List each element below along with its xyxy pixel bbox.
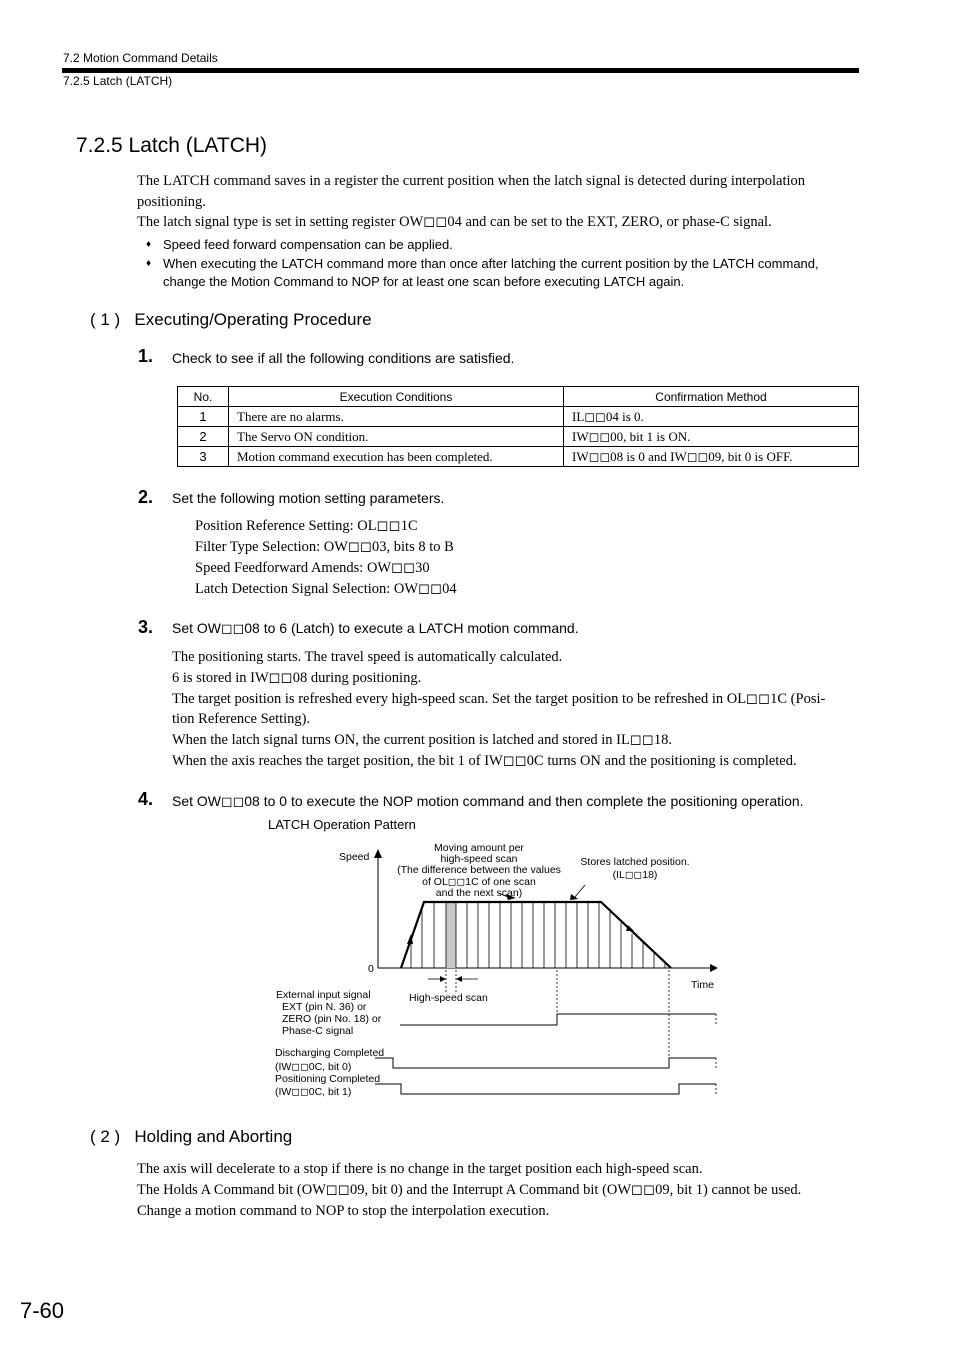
- diagram-title: LATCH Operation Pattern: [268, 817, 416, 832]
- step-3-desc-line: When the latch signal turns ON, the current position is latched and stored in IL◻◻18.: [172, 732, 673, 748]
- time-axis-arrow-icon: [710, 964, 718, 972]
- table-cell: 3: [178, 447, 229, 467]
- ext-label-line: Phase-C signal: [282, 1025, 354, 1037]
- step-3-desc-line: The target position is refreshed every high-speed scan. Set the target position to be refreshed in OL◻◻1C (Posi-: [172, 691, 826, 707]
- discharging-label-line: (IW◻◻0C, bit 0): [275, 1061, 352, 1073]
- table-cell: 1: [178, 407, 229, 427]
- table-header: Execution Conditions: [229, 387, 564, 407]
- step-2-number: 2.: [138, 487, 154, 507]
- running-header-subsection: 7.2.5 Latch (LATCH): [63, 74, 173, 88]
- table-cell: IL◻◻04 is 0.: [564, 407, 859, 427]
- zero-label: 0: [368, 963, 374, 975]
- table-cell: Motion command execution has been completed.: [229, 447, 564, 467]
- bullet-text: Speed feed forward compensation can be applied.: [163, 237, 453, 252]
- running-header-section: 7.2 Motion Command Details: [63, 51, 218, 65]
- speed-profile: [401, 902, 671, 968]
- time-label: Time: [691, 979, 714, 991]
- positioning-label-line: Positioning Completed: [275, 1073, 381, 1085]
- moving-label-line: (The difference between the values: [397, 864, 561, 876]
- param-line: Speed Feedforward Amends: OW◻◻30: [195, 560, 430, 576]
- param-line: Filter Type Selection: OW◻◻03, bits 8 to B: [195, 539, 454, 555]
- step-3-desc-line: tion Reference Setting).: [172, 711, 311, 727]
- highlighted-scan-bar: [446, 902, 456, 968]
- intro-line-2: positioning.: [137, 194, 206, 210]
- step-3-desc-line: 6 is stored in IW◻◻08 during positioning.: [172, 670, 422, 686]
- section-2-line: The axis will decelerate to a stop if there is no change in the target position each high-speed scan.: [137, 1161, 703, 1177]
- bullet-continuation: change the Motion Command to NOP for at least one scan before executing LATCH again.: [163, 274, 685, 289]
- table-header: No.: [178, 387, 229, 407]
- step-1-text: Check to see if all the following conditions are satisfied.: [172, 350, 515, 366]
- discharging-label-line: Discharging Completed: [275, 1047, 385, 1059]
- ext-label-line: EXT (pin N. 36) or: [282, 1001, 367, 1013]
- table-cell: There are no alarms.: [229, 407, 564, 427]
- section-2-line: The Holds A Command bit (OW◻◻09, bit 0) and the Interrupt A Command bit (OW◻◻09, bit 1) cannot be used.: [137, 1182, 802, 1198]
- positioning-label-line: (IW◻◻0C, bit 1): [275, 1086, 352, 1098]
- moving-label-line: and the next scan): [435, 887, 523, 899]
- speed-label: Speed: [339, 851, 370, 863]
- moving-label-line: Moving amount per: [434, 842, 524, 854]
- step-3-text: Set OW◻◻08 to 6 (Latch) to execute a LATCH motion command.: [172, 620, 579, 636]
- moving-label-line: of OL◻◻1C of one scan: [422, 876, 536, 888]
- scan-arrow-left-icon: [440, 976, 446, 982]
- section-2-heading: [90, 1127, 292, 1147]
- section-1-label: ( 1 ): [90, 310, 121, 329]
- latch-leader: [575, 885, 585, 897]
- bullet-icon: ♦: [146, 258, 152, 269]
- positioning-waveform: [375, 1084, 716, 1094]
- bullet-icon: ♦: [146, 239, 152, 250]
- section-1-title: Executing/Operating Procedure: [134, 310, 372, 329]
- bullet-text: When executing the LATCH command more than once after latching the current position by the LATCH command,: [163, 256, 819, 271]
- table-cell: IW◻◻00, bit 1 is ON.: [564, 427, 859, 447]
- page-number: 7-60: [20, 1298, 65, 1323]
- stores-label-line: Stores latched position.: [580, 856, 690, 868]
- high-speed-scan-label: High-speed scan: [409, 992, 488, 1004]
- intro-line-3: The latch signal type is set in setting register OW◻◻04 and can be set to the EXT, ZERO, or phase-C signal.: [137, 214, 772, 230]
- section-2-line: Change a motion command to NOP to stop the interpolation execution.: [137, 1203, 550, 1219]
- intro-line-1: The LATCH command saves in a register the current position when the latch signal is detected during interpolation: [137, 173, 806, 189]
- table-header: Confirmation Method: [564, 387, 859, 407]
- ext-label-line: ZERO (pin No. 18) or: [282, 1013, 382, 1025]
- speed-axis-arrow-icon: [374, 849, 382, 858]
- param-line: Position Reference Setting: OL◻◻1C: [195, 518, 418, 534]
- page-title: 7.2.5 Latch (LATCH): [76, 134, 268, 157]
- scan-arrow-right-icon: [456, 976, 462, 982]
- step-4-text: Set OW◻◻08 to 0 to execute the NOP motion command and then complete the positioning operation.: [172, 793, 804, 809]
- table-cell: 2: [178, 427, 229, 447]
- step-3-number: 3.: [138, 617, 154, 637]
- step-1-number: 1.: [138, 346, 154, 366]
- table-cell: IW◻◻08 is 0 and IW◻◻09, bit 0 is OFF.: [564, 447, 859, 467]
- section-2-title: Holding and Aborting: [134, 1127, 293, 1146]
- discharging-waveform: [375, 1058, 716, 1068]
- step-3-desc-line: The positioning starts. The travel speed is automatically calculated.: [172, 649, 563, 665]
- section-2-label: ( 2 ): [90, 1127, 121, 1146]
- moving-label-line: high-speed scan: [440, 853, 518, 865]
- param-line: Latch Detection Signal Selection: OW◻◻04: [195, 581, 457, 597]
- step-4-number: 4.: [138, 789, 154, 809]
- step-2-text: Set the following motion setting parameters.: [172, 490, 445, 506]
- stores-label-line: (IL◻◻18): [612, 869, 658, 881]
- ext-label-line: External input signal: [276, 989, 371, 1001]
- step-3-desc-line: When the axis reaches the target position, the bit 1 of IW◻◻0C turns ON and the positioning is completed.: [172, 753, 797, 769]
- table-cell: The Servo ON condition.: [229, 427, 564, 447]
